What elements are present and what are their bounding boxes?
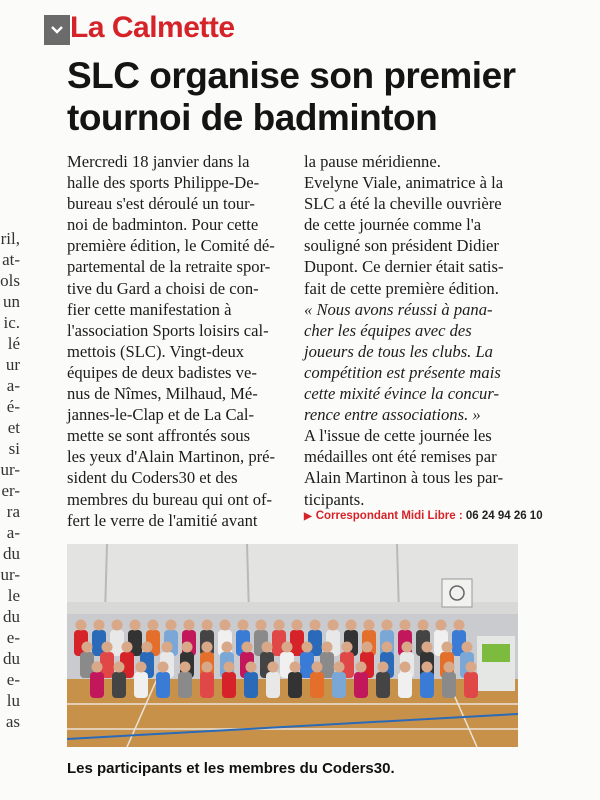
participant-head (444, 662, 455, 673)
participant-figure (90, 672, 104, 698)
fragment-line: e- (6, 628, 20, 647)
participant-head (202, 642, 213, 653)
fragment-line: un (3, 292, 20, 311)
fragment-line: é- (6, 397, 20, 416)
participant-head (378, 662, 389, 673)
participant-head (364, 620, 375, 631)
participant-figure (290, 630, 304, 656)
participant-head (184, 620, 195, 631)
participant-head (310, 620, 321, 631)
section-toggle-button[interactable] (44, 15, 70, 45)
group-photo-illustration (67, 544, 518, 747)
participant-figure (134, 672, 148, 698)
body-line: de cette journée comme l'a (304, 215, 482, 235)
body-line: halle des sports Philippe-De- (67, 173, 260, 193)
body-line: bureau s'est déroulé un tour- (67, 194, 255, 214)
participant-head (402, 642, 413, 653)
participant-head (290, 662, 301, 673)
fragment-line: du (3, 544, 20, 563)
participant-head (382, 620, 393, 631)
fragment-line: er- (1, 481, 20, 500)
body-line: noi de badminton. Pour cette (67, 215, 259, 235)
participant-head (82, 642, 93, 653)
correspondent-credit (304, 510, 543, 522)
participant-head (442, 642, 453, 653)
headline-line: tournoi de badminton (67, 97, 438, 138)
participant-figure (266, 672, 280, 698)
participant-figure (354, 672, 368, 698)
body-line: Evelyne Viale, animatrice à la (304, 173, 504, 193)
participant-head (322, 642, 333, 653)
participant-head (292, 620, 303, 631)
fragment-line: as (5, 712, 20, 731)
body-line: ticipants. (304, 489, 365, 509)
section-kicker: La Calmette (70, 11, 235, 44)
participant-head (162, 642, 173, 653)
body-line: nus de Nîmes, Milhaud, Mé- (67, 384, 258, 404)
participant-figure (178, 672, 192, 698)
adjacent-article-fragment (0, 228, 20, 732)
participant-head (382, 642, 393, 653)
body-line: SLC a été la cheville ouvrière (304, 194, 502, 214)
credit-phone: 06 24 94 26 10 (465, 510, 543, 522)
body-line: sident du Coders30 et des (67, 468, 238, 488)
participant-head (400, 662, 411, 673)
participant-head (202, 620, 213, 631)
participant-figure (464, 672, 478, 698)
body-line: équipes de deux badistes ve- (67, 362, 257, 382)
participant-head (142, 642, 153, 653)
body-line: souligné son président Didier (304, 236, 499, 256)
body-line: première édition, le Comité dé- (67, 236, 275, 256)
triangle-right-icon: ▶ (304, 511, 312, 522)
participant-head (418, 620, 429, 631)
body-line: tive du Gard a choisi de con- (67, 278, 259, 298)
participant-head (400, 620, 411, 631)
fragment-line: si (8, 439, 20, 458)
body-line: Dupont. Ce dernier était satis- (304, 257, 504, 277)
body-line: rence entre associations. » (304, 405, 481, 425)
article-body-column-2 (304, 151, 522, 510)
fragment-line: ur- (0, 565, 20, 584)
chevron-down-icon (50, 25, 64, 35)
fragment-line: ur- (0, 460, 20, 479)
participant-head (122, 642, 133, 653)
participant-head (246, 662, 257, 673)
credit-label: Correspondant Midi Libre : (315, 510, 463, 522)
headline-line: SLC organise son premier (67, 55, 516, 96)
body-line: Mercredi 18 janvier dans la (67, 152, 250, 171)
body-line: les yeux d'Alain Martinon, pré- (67, 447, 276, 467)
participant-head (356, 662, 367, 673)
participant-head (312, 662, 323, 673)
body-line: A l'issue de cette journée les (304, 426, 492, 446)
article-photo (67, 544, 518, 747)
fragment-line: lé (7, 334, 20, 353)
article-body-column-1 (67, 151, 289, 531)
participant-head (238, 620, 249, 631)
body-line: Alain Martinon à tous les par- (304, 468, 504, 488)
participant-head (76, 620, 87, 631)
body-line: mette se sont affrontés sous (67, 426, 251, 446)
body-line: cher les équipes avec des (304, 320, 472, 340)
participant-head (222, 642, 233, 653)
participant-head (224, 662, 235, 673)
participant-head (268, 662, 279, 673)
fragment-line: du (3, 607, 20, 626)
participant-head (202, 662, 213, 673)
participant-figure (110, 630, 124, 656)
participant-figure (200, 672, 214, 698)
participant-head (242, 642, 253, 653)
body-line: fert le verre de l'amitié avant (67, 510, 258, 530)
participant-head (454, 620, 465, 631)
fragment-line: e- (6, 670, 20, 689)
participant-head (180, 662, 191, 673)
participant-head (158, 662, 169, 673)
body-line: fait de cette première édition. (304, 278, 499, 298)
participant-head (220, 620, 231, 631)
participant-head (262, 642, 273, 653)
participant-figure (398, 672, 412, 698)
fragment-line: ic. (3, 313, 20, 332)
fragment-line: et (7, 418, 20, 437)
body-line: fier cette manifestation à (67, 299, 232, 319)
participant-head (274, 620, 285, 631)
article-headline (67, 55, 587, 139)
fragment-line: lu (6, 691, 20, 710)
participant-head (362, 642, 373, 653)
participant-head (114, 662, 125, 673)
body-line: « Nous avons réussi à pana- (304, 299, 493, 319)
participant-head (130, 620, 141, 631)
body-line: partemental de la retraite spor- (67, 257, 271, 277)
fragment-line: a- (6, 376, 20, 395)
participant-head (94, 620, 105, 631)
participant-head (256, 620, 267, 631)
participant-figure (288, 672, 302, 698)
participant-figure (244, 672, 258, 698)
participant-head (422, 642, 433, 653)
participant-head (148, 620, 159, 631)
participant-figure (376, 672, 390, 698)
fragment-line: ril, (0, 229, 20, 248)
participant-head (166, 620, 177, 631)
participant-head (334, 662, 345, 673)
fragment-line: a- (6, 523, 20, 542)
participant-head (462, 642, 473, 653)
fragment-line: ra (6, 502, 20, 521)
participant-head (346, 620, 357, 631)
participant-figure (310, 672, 324, 698)
body-line: l'association Sports loisirs cal- (67, 320, 269, 340)
participant-head (136, 662, 147, 673)
participant-head (282, 642, 293, 653)
body-line: joueurs de tous les clubs. La (304, 341, 493, 361)
participant-head (302, 642, 313, 653)
participant-head (436, 620, 447, 631)
participant-head (102, 642, 113, 653)
fragment-line: du (3, 649, 20, 668)
participant-figure (156, 672, 170, 698)
participant-head (342, 642, 353, 653)
participant-head (112, 620, 123, 631)
participant-head (466, 662, 477, 673)
participant-head (182, 642, 193, 653)
fragment-line: ur (5, 355, 20, 374)
fragment-line: le (7, 586, 20, 605)
participant-head (92, 662, 103, 673)
participant-figure (420, 672, 434, 698)
participant-figure (222, 672, 236, 698)
body-line: médailles ont été remises par (304, 447, 497, 467)
fragment-line: ols (0, 271, 20, 290)
body-line: membres du bureau qui ont of- (67, 489, 273, 509)
photo-caption: Les participants et les membres du Coders30. (67, 760, 395, 777)
participant-head (328, 620, 339, 631)
participant-figure (332, 672, 346, 698)
body-line: la pause méridienne. (304, 152, 441, 171)
body-line: jannes-le-Clap et de La Cal- (67, 405, 255, 425)
body-line: compétition est présente mais (304, 362, 501, 382)
body-line: cette mixité évince la concur- (304, 384, 500, 404)
body-line: mettois (SLC). Vingt-deux (67, 341, 245, 361)
participant-figure (442, 672, 456, 698)
participant-figure (112, 672, 126, 698)
fragment-line: at- (2, 250, 20, 269)
participant-head (422, 662, 433, 673)
